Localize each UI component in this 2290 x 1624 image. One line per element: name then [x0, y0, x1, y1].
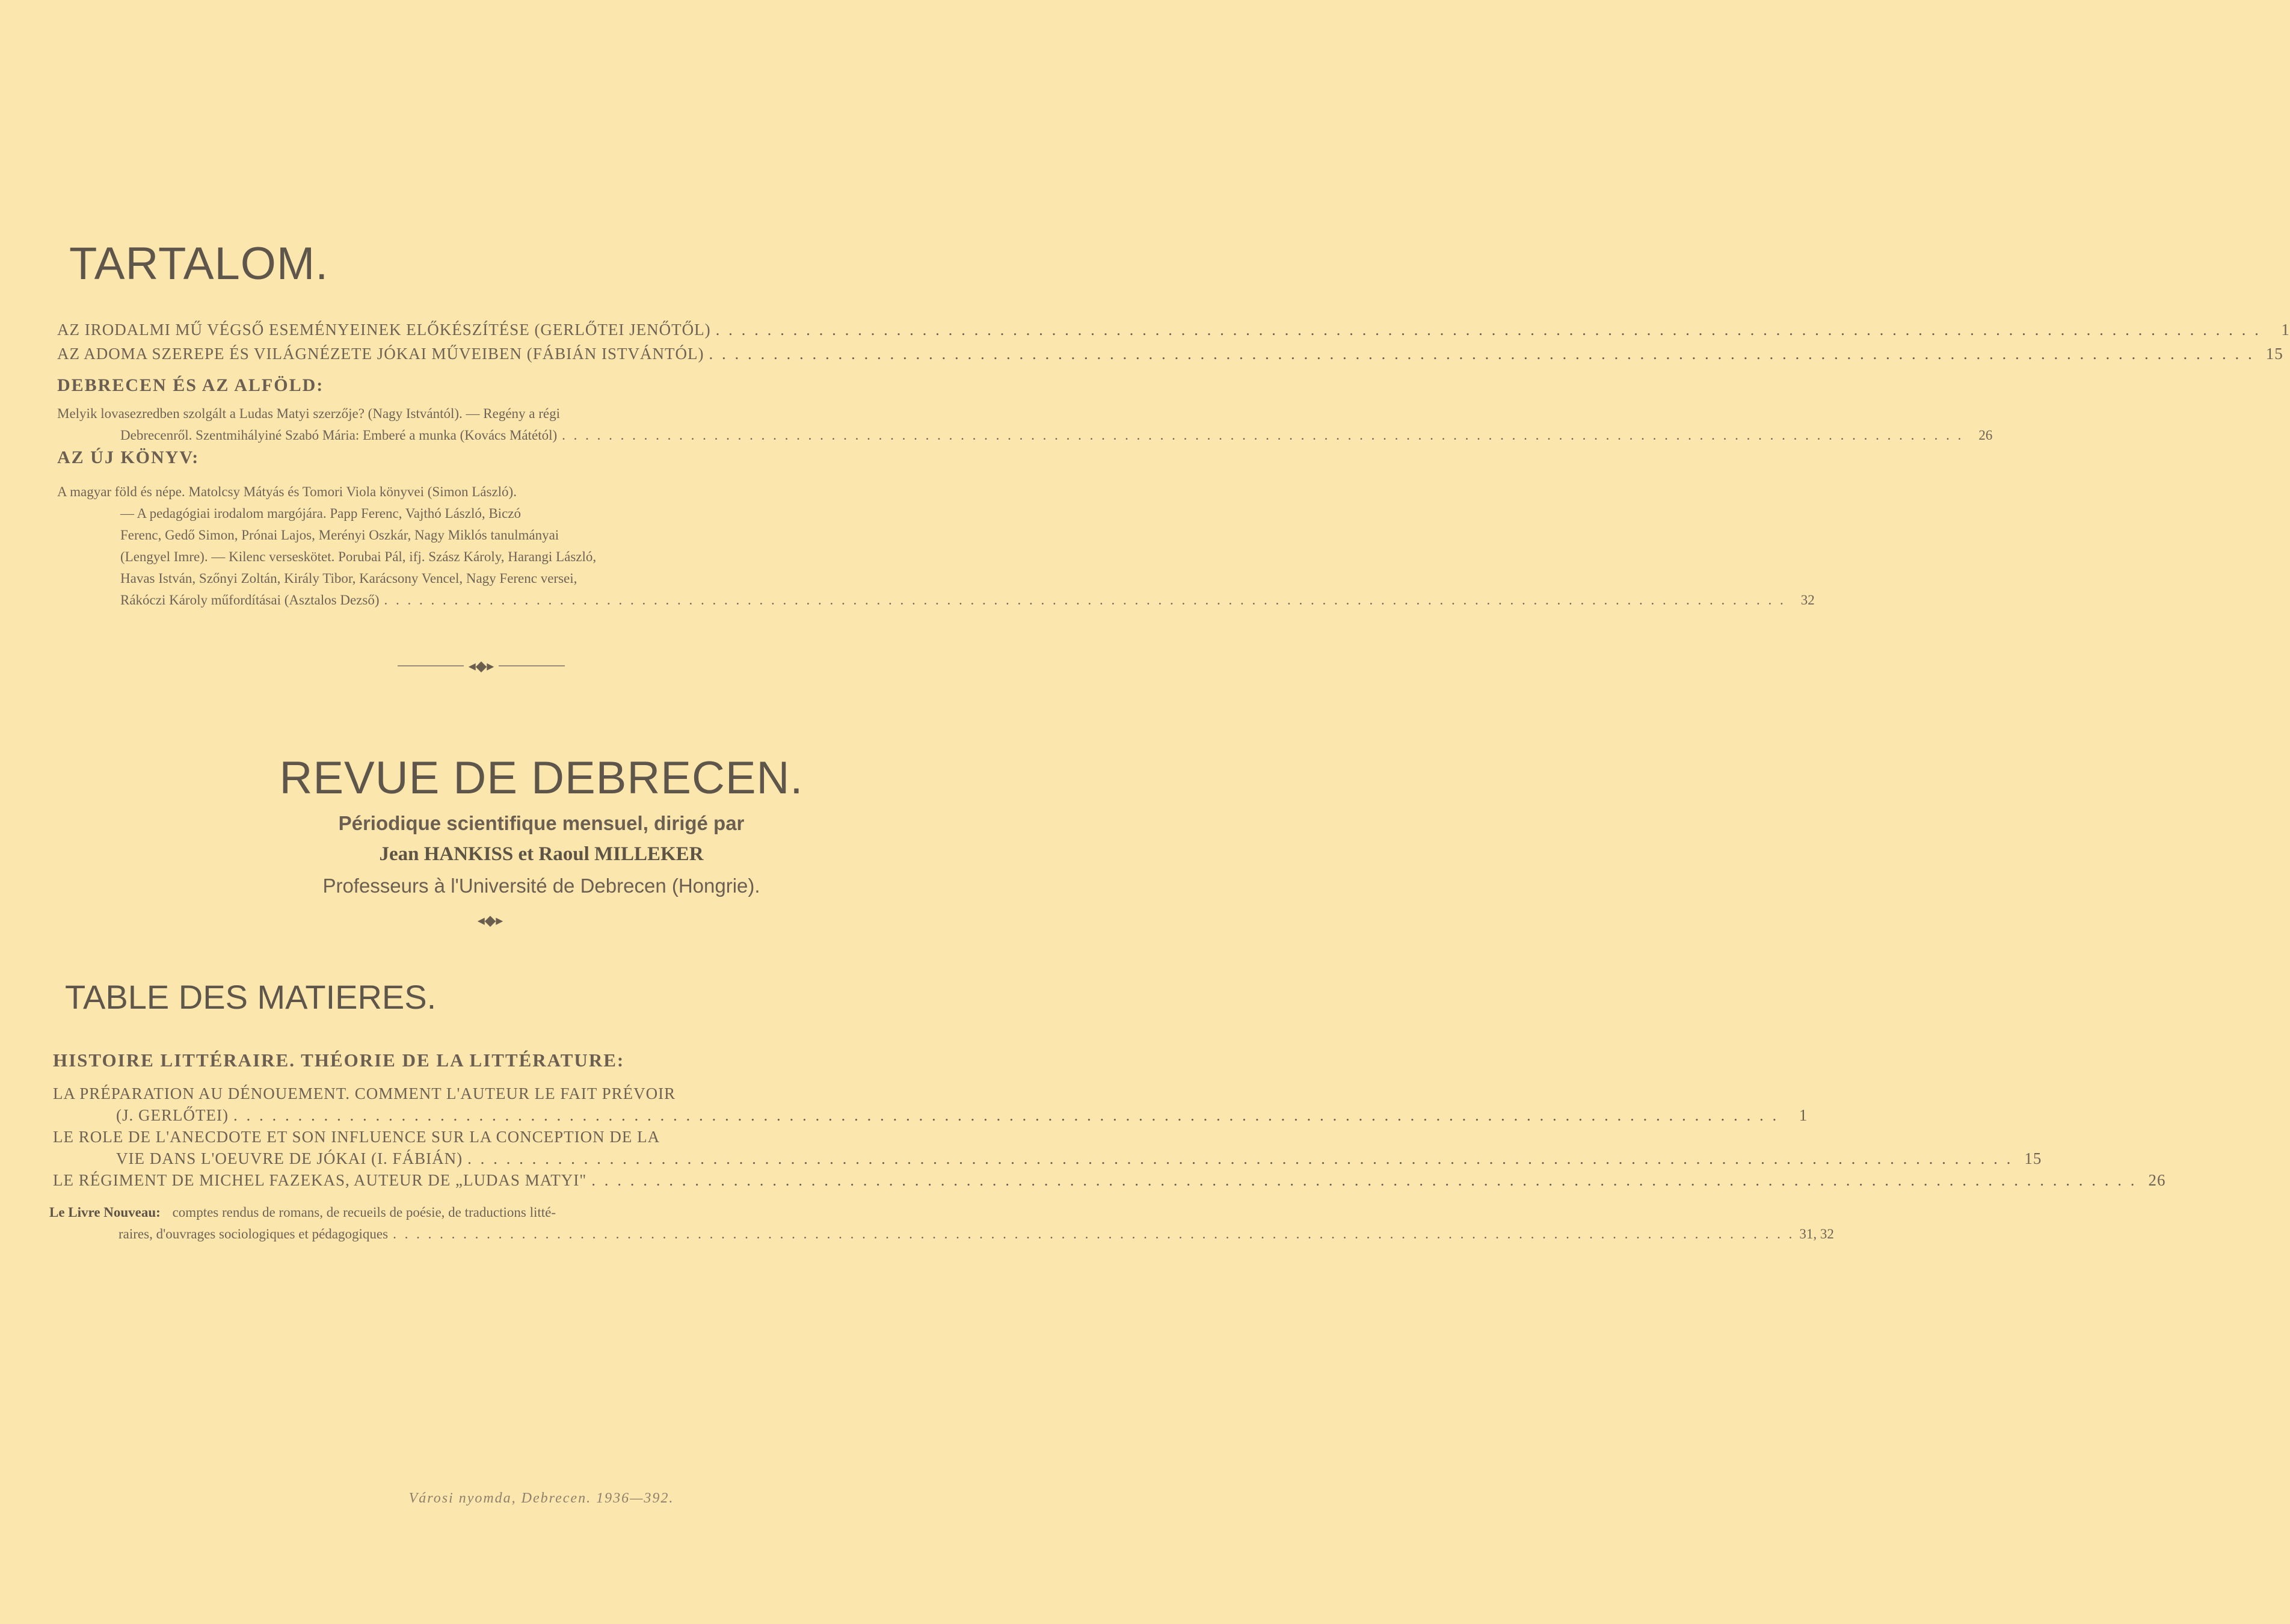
tartalom-heading: TARTALOM.	[69, 238, 329, 289]
table-entry-1-line-1: LA PRÉPARATION AU DÉNOUEMENT. COMMENT L'AUTEUR LE FAIT PRÉVOIR	[53, 1084, 676, 1103]
leader-dots: . . . . . . . . . . . . . . . . . . . . . . . . . . . . . . . . . . . . . . . . . . . . . . . . . . . . . . . . . . . . . . . . . . . . . . . . . . . . . . . . . . . . . . . . . . . . . . . . . . . . . . . . . . . . . . . . . . . . . . . .	[562, 428, 1964, 443]
leader-dots: . . . . . . . . . . . . . . . . . . . . . . . . . . . . . . . . . . . . . . . . . . . . . . . . . . . . . . . . . . . . . . . . . . . . . . . . . . . . . . . . . . . . . . . . . . . . . . . . . . . . . . . . . . . . . . . . . . . . . . . .	[393, 1226, 1795, 1241]
leader-dots: . . . . . . . . . . . . . . . . . . . . . . . . . . . . . . . . . . . . . . . . . . . . . . . . . . . . . . . . . . . . . . . . . . . . . . . . . . . . . . . . . . . . . . . . . . . . . . . . . . . . . . . . . . . . . . . . . . . . . . . .	[709, 345, 2255, 363]
section-uj-konyv-line: — A pedagógiai irodalom margójára. Papp Ferenc, Vajthó László, Biczó	[120, 506, 521, 521]
tartalom-entries	[57, 321, 2290, 369]
toc-entry-page: 26	[1978, 428, 1993, 443]
toc-entry-page: 32	[1800, 592, 1815, 607]
section-debrecen-body	[57, 403, 1993, 446]
toc-entry-page: 15	[2265, 345, 2283, 363]
table-entry-text: (J. GERLŐTEI)	[116, 1106, 229, 1124]
revue-title: REVUE DE DEBRECEN.	[279, 752, 804, 804]
section-uj-konyv-body	[57, 481, 1815, 611]
section-debrecen-text-1: Melyik lovasezredben szolgált a Ludas Matyi szerzője? (Nagy Istvántól). — Regény a régi	[57, 406, 561, 421]
section-uj-konyv-line: Ferenc, Gedő Simon, Prónai Lajos, Merényi Oszkár, Nagy Miklós tanulmányai	[120, 527, 559, 543]
toc-entry-text: AZ IRODALMI MŰ VÉGSŐ ESEMÉNYEINEK ELŐKÉSZÍTÉSE (GERLŐTEI JENŐTŐL)	[57, 321, 711, 339]
section-debrecen-line-2[interactable]	[57, 425, 1993, 446]
toc-entry-1[interactable]	[57, 321, 2290, 345]
divider-ornament-small	[457, 911, 523, 929]
section-uj-konyv-line: (Lengyel Imre). — Kilenc verseskötet. Porubai Pál, ifj. Szász Károly, Harangi László,	[120, 549, 597, 564]
leader-dots: . . . . . . . . . . . . . . . . . . . . . . . . . . . . . . . . . . . . . . . . . . . . . . . . . . . . . . . . . . . . . . . . . . . . . . . . . . . . . . . . . . . . . . . . . . . . . . . . . . . . . . . . . . . . . . . . . . . . . . . .	[591, 1171, 2137, 1189]
leader-dots: . . . . . . . . . . . . . . . . . . . . . . . . . . . . . . . . . . . . . . . . . . . . . . . . . . . . . . . . . . . . . . . . . . . . . . . . . . . . . . . . . . . . . . . . . . . . . . . . . . . . . . . . . . . . . . . . . . . . . . . .	[467, 1149, 2013, 1167]
ornament-icon: ◂◆▸	[477, 912, 503, 929]
leader-dots: . . . . . . . . . . . . . . . . . . . . . . . . . . . . . . . . . . . . . . . . . . . . . . . . . . . . . . . . . . . . . . . . . . . . . . . . . . . . . . . . . . . . . . . . . . . . . . . . . . . . . . . . . . . . . . . . . . . . . . . .	[384, 592, 1786, 607]
ornament-line	[499, 665, 565, 666]
ornament-icon: ◂◆▸	[468, 657, 494, 674]
section-debrecen-line-1	[57, 403, 919, 425]
section-debrecen-title: DEBRECEN ÉS AZ ALFÖLD:	[57, 375, 324, 395]
toc-entry-2[interactable]	[57, 345, 2283, 369]
section-uj-konyv-last-line[interactable]	[57, 589, 1815, 611]
table-entries	[53, 1083, 2166, 1191]
table-entry-page: 1	[1799, 1106, 1808, 1124]
revue-affiliation: Professeurs à l'Université de Debrecen (Hongrie).	[322, 875, 760, 897]
table-entry-2[interactable]	[53, 1148, 2042, 1169]
table-heading: TABLE DES MATIERES.	[65, 978, 437, 1016]
section-uj-konyv-line: Havas István, Szőnyi Zoltán, Király Tibor, Karácsony Vencel, Nagy Ferenc versei,	[120, 571, 577, 586]
section-uj-konyv-title: AZ ÚJ KÖNYV:	[57, 448, 200, 467]
revue-editors: Jean HANKISS et Raoul MILLEKER	[379, 843, 704, 865]
toc-entry-page: 1	[2281, 321, 2290, 339]
table-entry-page: 15	[2024, 1149, 2042, 1167]
livre-nouveau-line-1	[49, 1202, 914, 1223]
livre-nouveau	[49, 1202, 1834, 1245]
leader-dots: . . . . . . . . . . . . . . . . . . . . . . . . . . . . . . . . . . . . . . . . . . . . . . . . . . . . . . . . . . . . . . . . . . . . . . . . . . . . . . . . . . . . . . . . . . . . . . . . . . . . . . . . . . . . . . . . . . . . . . . .	[233, 1106, 1779, 1124]
table-entry-text: VIE DANS L'OEUVRE DE JÓKAI (I. FÁBIÁN)	[116, 1149, 463, 1167]
table-entry-text: LE RÉGIMENT DE MICHEL FAZEKAS, AUTEUR DE „LUDAS MATYI"	[53, 1171, 587, 1189]
imprint: Városi nyomda, Debrecen. 1936—392.	[408, 1490, 674, 1506]
section-uj-konyv-text: Rákóczi Károly műfordításai (Asztalos Dezső)	[120, 592, 380, 607]
revue-subtitle: Périodique scientifique mensuel, dirigé par	[338, 812, 745, 834]
ornament-line	[398, 665, 464, 666]
table-section-title: HISTOIRE LITTÉRAIRE. THÉORIE DE LA LITTÉRATURE:	[53, 1050, 625, 1071]
section-uj-konyv-line: A magyar föld és népe. Matolcsy Mátyás és Tomori Viola könyvei (Simon László).	[57, 484, 517, 499]
table-entry-3[interactable]	[53, 1169, 2166, 1191]
leader-dots: . . . . . . . . . . . . . . . . . . . . . . . . . . . . . . . . . . . . . . . . . . . . . . . . . . . . . . . . . . . . . . . . . . . . . . . . . . . . . . . . . . . . . . . . . . . . . . . . . . . . . . . . . . . . . . . . . . . . . . . .	[715, 321, 2261, 339]
livre-nouveau-text-2: raires, d'ouvrages sociologiques et pédagogiques	[119, 1226, 389, 1241]
section-debrecen-text-2: Debrecenről. Szentmihályiné Szabó Mária: Emberé a munka (Kovács Mátétól)	[120, 428, 558, 443]
table-entry-1[interactable]	[53, 1104, 1808, 1126]
livre-nouveau-text-1: comptes rendus de romans, de recueils de poésie, de traductions litté-	[172, 1205, 556, 1220]
livre-nouveau-page: 31, 32	[1799, 1226, 1834, 1241]
livre-nouveau-line-2[interactable]	[49, 1223, 1834, 1245]
divider-ornament	[379, 657, 583, 675]
table-entry-2-line-1: LE ROLE DE L'ANECDOTE ET SON INFLUENCE SUR LA CONCEPTION DE LA	[53, 1128, 660, 1146]
table-entry-page: 26	[2148, 1171, 2166, 1189]
livre-nouveau-label: Le Livre Nouveau:	[49, 1205, 161, 1220]
toc-entry-text: AZ ADOMA SZEREPE ÉS VILÁGNÉZETE JÓKAI MŰVEIBEN (FÁBIÁN ISTVÁNTÓL)	[57, 345, 704, 363]
